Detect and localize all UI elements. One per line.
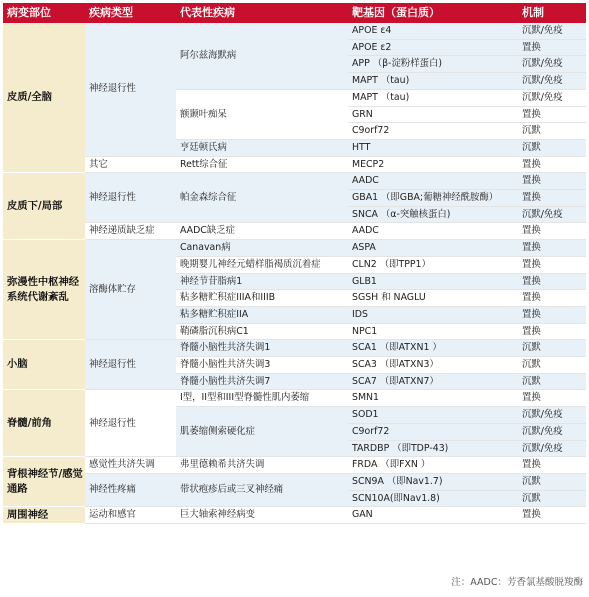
target-gene-cell: MAPT （tau) bbox=[348, 73, 518, 90]
lesion-location-cell: 皮质下/局部 bbox=[3, 173, 85, 240]
mechanism-cell: 置换 bbox=[518, 190, 586, 207]
target-gene-cell: HTT bbox=[348, 139, 518, 156]
mechanism-cell: 置换 bbox=[518, 290, 586, 307]
disease-name-cell: 神经节苷脂病1 bbox=[176, 273, 348, 290]
mechanism-cell: 沉默 bbox=[518, 473, 586, 490]
disease-type-cell: 其它 bbox=[85, 156, 176, 173]
disease-name-cell: AADC缺乏症 bbox=[176, 223, 348, 240]
table-row bbox=[3, 390, 586, 407]
target-gene-cell: FRDA （即FXN ） bbox=[348, 457, 518, 474]
target-gene-cell: SNCA （α-突触核蛋白) bbox=[348, 206, 518, 223]
disease-name-cell: 晚期婴儿神经元蜡样脂褐质沉着症 bbox=[176, 256, 348, 273]
disease-name-cell: 巨大轴索神经病变 bbox=[176, 507, 348, 524]
mechanism-cell: 置换 bbox=[518, 507, 586, 524]
disease-type-cell: 运动和感官 bbox=[85, 507, 176, 524]
table-body bbox=[3, 23, 586, 524]
mechanism-cell: 沉默/免疫 bbox=[518, 440, 586, 457]
table-row bbox=[3, 473, 586, 490]
disease-type-cell: 神经性疼痛 bbox=[85, 473, 176, 506]
target-gene-cell: SCN10A(即Nav1.8) bbox=[348, 490, 518, 507]
mechanism-cell: 沉默 bbox=[518, 357, 586, 374]
target-gene-cell: TARDBP （即TDP-43) bbox=[348, 440, 518, 457]
disease-name-cell: 肌萎缩侧索硬化症 bbox=[176, 407, 348, 457]
target-gene-cell: SCA3 （即ATXN3） bbox=[348, 357, 518, 374]
header-location: 病变部位 bbox=[3, 3, 85, 23]
lesion-location-cell: 脊髓/前角 bbox=[3, 390, 85, 457]
lesion-location-cell: 弥漫性中枢神经系统代谢紊乱 bbox=[3, 240, 85, 340]
target-gene-cell: APOE ε2 bbox=[348, 39, 518, 56]
disease-type-cell: 溶酶体贮存 bbox=[85, 240, 176, 340]
gene-therapy-table bbox=[3, 3, 586, 524]
disease-name-cell: 脊髓小脑性共济失调1 bbox=[176, 340, 348, 357]
table-row bbox=[3, 340, 586, 357]
lesion-location-cell: 周围神经 bbox=[3, 507, 85, 524]
header-target-gene: 靶基因（蛋白质） bbox=[348, 3, 518, 23]
target-gene-cell: GLB1 bbox=[348, 273, 518, 290]
disease-type-cell: 神经递质缺乏症 bbox=[85, 223, 176, 240]
target-gene-cell: SOD1 bbox=[348, 407, 518, 424]
mechanism-cell: 沉默/免疫 bbox=[518, 56, 586, 73]
target-gene-cell: SCN9A （即Nav1.7) bbox=[348, 473, 518, 490]
mechanism-cell: 置换 bbox=[518, 457, 586, 474]
mechanism-cell: 置换 bbox=[518, 273, 586, 290]
mechanism-cell: 沉默 bbox=[518, 373, 586, 390]
header-disease-type: 疾病类型 bbox=[85, 3, 176, 23]
disease-type-cell: 神经退行性 bbox=[85, 23, 176, 156]
target-gene-cell: MAPT （tau) bbox=[348, 89, 518, 106]
target-gene-cell: AADC bbox=[348, 223, 518, 240]
target-gene-cell: C9orf72 bbox=[348, 423, 518, 440]
disease-type-cell: 神经退行性 bbox=[85, 390, 176, 457]
target-gene-cell: APOE ε4 bbox=[348, 23, 518, 39]
mechanism-cell: 置换 bbox=[518, 39, 586, 56]
target-gene-cell: NPC1 bbox=[348, 323, 518, 340]
mechanism-cell: 置换 bbox=[518, 240, 586, 257]
mechanism-cell: 沉默/免疫 bbox=[518, 89, 586, 106]
mechanism-cell: 沉默 bbox=[518, 139, 586, 156]
mechanism-cell: 置换 bbox=[518, 106, 586, 123]
disease-name-cell: 弗里德赖希共济失调 bbox=[176, 457, 348, 474]
disease-name-cell: 带状疱疹后或三叉神经痛 bbox=[176, 473, 348, 506]
mechanism-cell: 沉默/免疫 bbox=[518, 23, 586, 39]
mechanism-cell: 置换 bbox=[518, 156, 586, 173]
mechanism-cell: 置换 bbox=[518, 390, 586, 407]
lesion-location-cell: 背根神经节/感觉通路 bbox=[3, 457, 85, 507]
mechanism-cell: 置换 bbox=[518, 306, 586, 323]
mechanism-cell: 沉默 bbox=[518, 340, 586, 357]
mechanism-cell: 沉默/免疫 bbox=[518, 206, 586, 223]
disease-name-cell: Rett综合征 bbox=[176, 156, 348, 173]
target-gene-cell: GBA1 （即GBA;葡糖神经酰胺酶） bbox=[348, 190, 518, 207]
disease-name-cell: 阿尔兹海默病 bbox=[176, 23, 348, 89]
target-gene-cell: IDS bbox=[348, 306, 518, 323]
target-gene-cell: AADC bbox=[348, 173, 518, 190]
disease-name-cell: 鞘磷脂沉积病C1 bbox=[176, 323, 348, 340]
table-row bbox=[3, 223, 586, 240]
mechanism-cell: 沉默/免疫 bbox=[518, 407, 586, 424]
disease-name-cell: Canavan病 bbox=[176, 240, 348, 257]
disease-type-cell: 感觉性共济失调 bbox=[85, 457, 176, 474]
disease-name-cell: 脊髓小脑性共济失调7 bbox=[176, 373, 348, 390]
mechanism-cell: 置换 bbox=[518, 323, 586, 340]
mechanism-cell: 沉默 bbox=[518, 490, 586, 507]
footnote: 注：AADC：芳香氯基酸脱羧酶 bbox=[451, 577, 583, 588]
disease-type-cell: 神经退行性 bbox=[85, 340, 176, 390]
header-mechanism: 机制 bbox=[518, 3, 586, 23]
target-gene-cell: CLN2 （即TPP1） bbox=[348, 256, 518, 273]
lesion-location-cell: 皮质/全脑 bbox=[3, 23, 85, 173]
target-gene-cell: SCA1 （即ATXN1 ） bbox=[348, 340, 518, 357]
disease-type-cell: 神经退行性 bbox=[85, 173, 176, 223]
disease-name-cell: 粘多糖贮积症IIA bbox=[176, 306, 348, 323]
table-header-row bbox=[3, 3, 586, 23]
target-gene-cell: APP （β-淀粉样蛋白) bbox=[348, 56, 518, 73]
disease-name-cell: 脊髓小脑性共济失调3 bbox=[176, 357, 348, 374]
disease-name-cell: 额颞叶痴呆 bbox=[176, 89, 348, 139]
target-gene-cell: C9orf72 bbox=[348, 123, 518, 140]
mechanism-cell: 置换 bbox=[518, 223, 586, 240]
mechanism-cell: 置换 bbox=[518, 256, 586, 273]
target-gene-cell: GRN bbox=[348, 106, 518, 123]
target-gene-cell: SMN1 bbox=[348, 390, 518, 407]
table-row bbox=[3, 23, 586, 39]
mechanism-cell: 沉默/免疫 bbox=[518, 73, 586, 90]
target-gene-cell: SGSH 和 NAGLU bbox=[348, 290, 518, 307]
target-gene-cell: SCA7 （即ATXN7） bbox=[348, 373, 518, 390]
table-row bbox=[3, 457, 586, 474]
disease-name-cell: 亨廷顿氏病 bbox=[176, 139, 348, 156]
mechanism-cell: 置换 bbox=[518, 173, 586, 190]
lesion-location-cell: 小脑 bbox=[3, 340, 85, 390]
header-representative-disease: 代表性疾病 bbox=[176, 3, 348, 23]
disease-name-cell: 帕金森综合征 bbox=[176, 173, 348, 223]
table-row bbox=[3, 507, 586, 524]
table-row bbox=[3, 173, 586, 190]
table-row bbox=[3, 240, 586, 257]
target-gene-cell: MECP2 bbox=[348, 156, 518, 173]
target-gene-cell: GAN bbox=[348, 507, 518, 524]
target-gene-cell: ASPA bbox=[348, 240, 518, 257]
disease-name-cell: I型，II型和III型脊髓性肌内萎缩 bbox=[176, 390, 348, 407]
mechanism-cell: 沉默 bbox=[518, 123, 586, 140]
mechanism-cell: 沉默/免疫 bbox=[518, 423, 586, 440]
table-row bbox=[3, 156, 586, 173]
disease-name-cell: 粘多糖贮积症IIIA和IIIB bbox=[176, 290, 348, 307]
